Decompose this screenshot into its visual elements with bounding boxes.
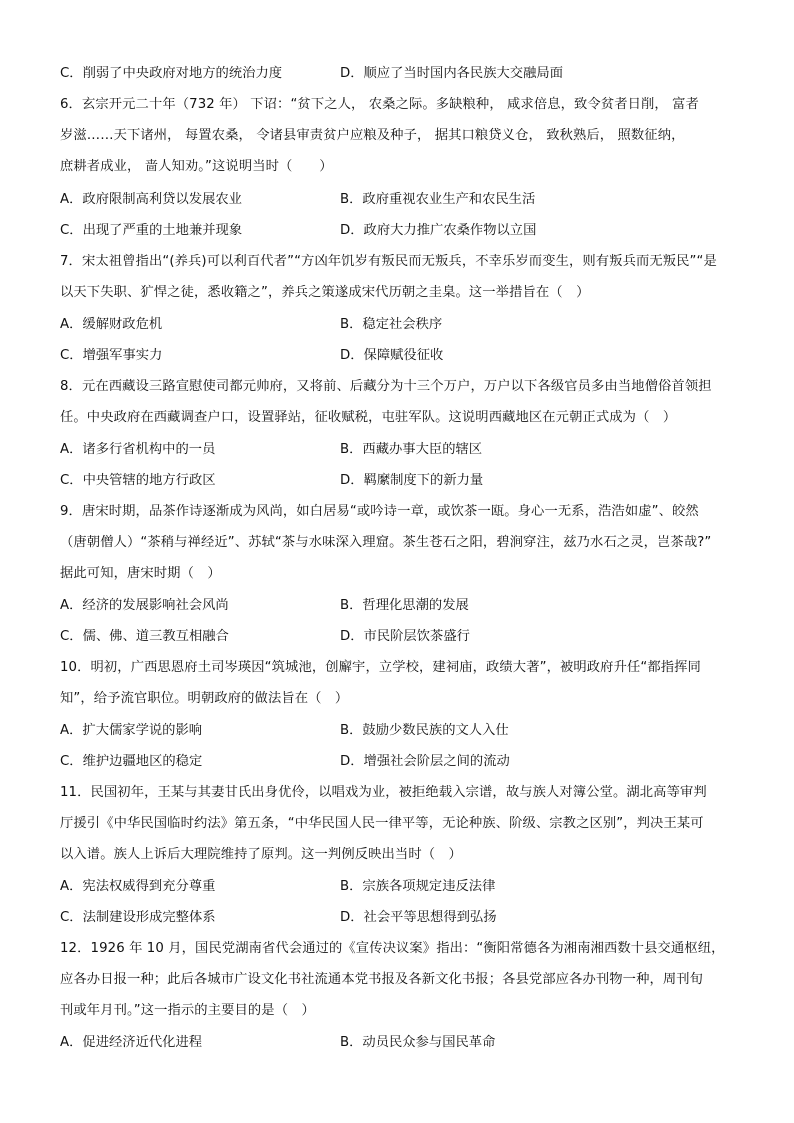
option-c: C．中央管辖的地方行政区 [60,473,216,488]
option-row [60,596,750,616]
question-11-stem-line: 厅援引《中华民国临时约法》第五条，“中华民国人民一律平等，无论种族、阶级、宗教之区别”，判决王某可 [60,816,704,831]
question-7-stem-line: 以天下失职、犷悍之徒，悉收籍之”，养兵之策遂成宋代历朝之圭臬。这一举措旨在（ ） [60,285,590,300]
option-row [60,471,750,491]
option-c: C．削弱了中央政府对地方的统治力度 [60,66,283,81]
option-a: A．诸多行省机构中的一员 [60,442,216,457]
option-c: C．出现了严重的土地兼并现象 [60,223,243,238]
option-a: A．缓解财政危机 [60,317,163,332]
question-12-stem-line: 刊或年月刊。”这一指示的主要目的是（ ） [60,1003,315,1018]
question-10-stem-line: 知”，给予流官职位。明朝政府的做法旨在（ ） [60,691,349,706]
option-row [60,1033,750,1053]
option-row [60,908,750,928]
question-11-stem-line: 11．民国初年，王某与其妻甘氏出身优伶，以唱戏为业，被拒绝载入宗谱，故与族人对簿公堂。湖北高等审判 [60,785,707,800]
option-row [60,346,750,366]
question-7-stem-line: 7．宋太祖曾指出“(养兵)可以利百代者”“方凶年饥岁有叛民而无叛兵，不幸乐岁而变生，则有叛兵而无叛民”“是 [60,254,717,269]
question-6-stem-line: 岁滋……天下诸州， 每置农桑， 令诸县审责贫户应粮及种子， 据其口粮贷义仓， 致秋熟后， 照数征纳， [60,128,685,143]
option-c: C．法制建设形成完整体系 [60,910,216,925]
option-row [60,190,750,210]
option-d: D．增强社会阶层之间的流动 [340,754,510,769]
option-c: C．增强军事实力 [60,348,163,363]
question-12-stem-line: 12．1926 年 10 月，国民党湖南省代会通过的《宣传决议案》指出：“衡阳常德各为湘南湘西数十县交通枢纽， [60,941,725,956]
option-b: B．稳定社会秩序 [340,317,443,332]
option-b: B．哲理化思潮的发展 [340,598,469,613]
option-d: D．市民阶层饮茶盛行 [340,629,470,644]
option-row [60,877,750,897]
option-d: D．羁縻制度下的新力量 [340,473,484,488]
option-c: C．儒、佛、道三教互相融合 [60,629,229,644]
option-row [60,627,750,647]
option-b: B．政府重视农业生产和农民生活 [340,192,536,207]
option-d: D．政府大力推广农桑作物以立国 [340,223,537,238]
option-a: A．宪法权威得到充分尊重 [60,879,216,894]
question-9-stem-line: 9．唐宋时期，品茶作诗逐渐成为风尚，如白居易“或吟诗一章，或饮茶一瓯。身心一无系，浩浩如虚”、皎然 [60,504,699,519]
option-b: B．动员民众参与国民革命 [340,1035,496,1050]
option-a: A．促进经济近代化进程 [60,1035,203,1050]
question-6-stem-line: 庶耕者成业， 啬人知劝。”这说明当时（ ） [60,159,333,174]
option-b: B．西藏办事大臣的辖区 [340,442,483,457]
option-a: A．经济的发展影响社会风尚 [60,598,229,613]
option-d: D．顺应了当时国内各民族大交融局面 [340,66,563,81]
question-9-stem-line: （唐朝僧人）“茶稍与禅经近”、苏轼“茶与水味深入理窟。茶生苍石之阳，碧涧穿注，兹乃水石之灵，岂茶哉?” [60,535,712,550]
option-row [60,721,750,741]
question-11-stem-line: 以入谱。族人上诉后大理院维持了原判。这一判例反映出当时（ ） [60,847,462,862]
option-row [60,64,750,84]
option-a: A．扩大儒家学说的影响 [60,723,203,738]
question-12-stem-line: 应各办日报一种；此后各城市广设文化书社流通本党书报及各新文化书报；各县党部应各办刊物一种，周刊旬 [60,972,704,987]
option-c: C．维护边疆地区的稳定 [60,754,203,769]
question-9-stem-line: 据此可知，唐宋时期（ ） [60,566,221,581]
option-row [60,315,750,335]
question-8-stem-line: 任。中央政府在西藏调查户口，设置驿站，征收赋税，屯驻军队。这说明西藏地区在元朝正式成为（ ） [60,410,677,425]
question-6-stem-line: 6．玄宗开元二十年（732 年） 下诏：“贫下之人， 农桑之际。多缺粮种， 咸求倍息，致令贫者日削， 富者 [60,97,699,112]
option-b: B．鼓励少数民族的文人入仕 [340,723,509,738]
option-row [60,440,750,460]
option-a: A．政府限制高利贷以发展农业 [60,192,242,207]
option-d: D．保障赋役征收 [340,348,444,363]
option-row [60,752,750,772]
option-b: B．宗族各项规定违反法律 [340,879,496,894]
option-row [60,221,750,241]
question-8-stem-line: 8．元在西藏设三路宣慰使司都元帅府，又将前、后藏分为十三个万户，万户以下各级官员多由当地僧俗首领担 [60,379,712,394]
question-10-stem-line: 10．明初，广西思恩府土司岑瑛因“筑城池，创廨宇，立学校，建祠庙，政绩大著”，被明政府升任“都指挥同 [60,660,701,675]
option-d: D．社会平等思想得到弘扬 [340,910,497,925]
